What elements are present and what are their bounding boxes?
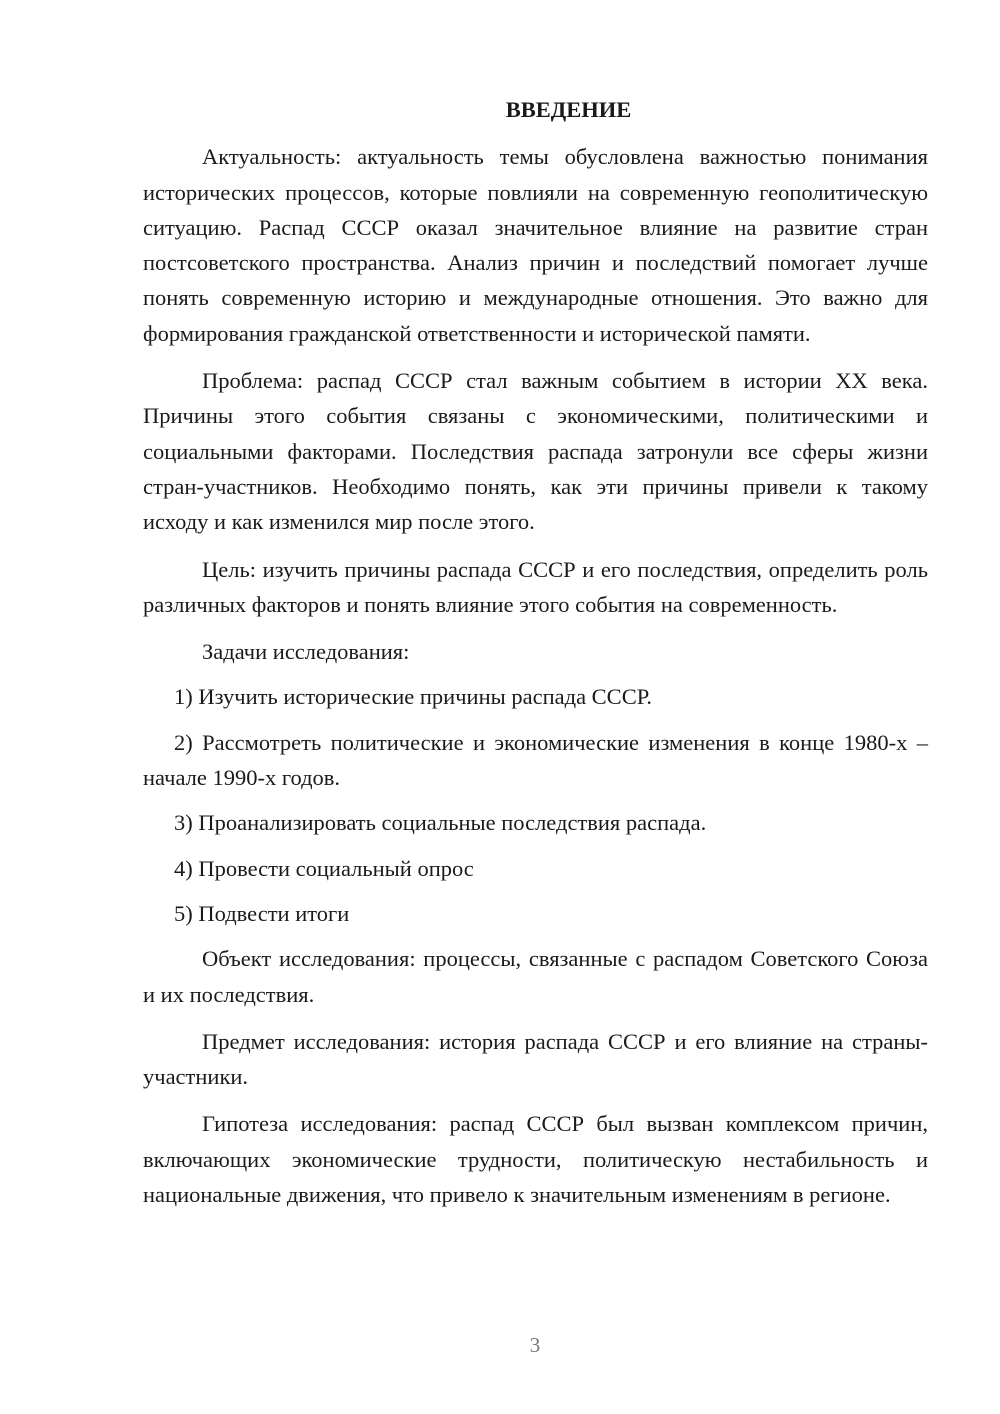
- relevance-paragraph: Актуальность: актуальность темы обусловлена важностью понимания исторических процессов, которые повлияли на современную геополитическую ситуацию. Распад СССР оказал значительное влияние на развитие стран постсоветского пространства. Анализ причин и последствий помогает лучше понять современную историю и международные отношения. Это важно для формирования гражданской ответственности и исторической памяти.: [143, 144, 928, 346]
- task-item-4: 4) Провести социальный опрос: [174, 855, 474, 881]
- hypothesis-paragraph: Гипотеза исследования: распад СССР был вызван комплексом причин, включающих экономические трудности, политическую нестабильность и национальные движения, что привело к значительным изменениям в регионе.: [143, 1111, 928, 1208]
- task-item-1: 1) Изучить исторические причины распада СССР.: [174, 684, 653, 710]
- goal-paragraph: Цель: изучить причины распада СССР и его последствия, определить роль различных факторов и понять влияние этого события на современность.: [143, 556, 928, 617]
- tasks-heading: Задачи исследования:: [202, 639, 410, 665]
- page-number: 3: [529, 1333, 541, 1357]
- task-item-5: 5) Подвести итоги: [174, 900, 350, 926]
- object-paragraph: Объект исследования: процессы, связанные с распадом Советского Союза и их последствия.: [143, 946, 928, 1007]
- task-item-2: 2) Рассмотреть политические и экономические изменения в конце 1980-х – начале 1990-х годов.: [143, 729, 928, 791]
- subject-paragraph: Предмет исследования: история распада СССР и его влияние на страны-участники.: [143, 1028, 928, 1090]
- problem-paragraph: Проблема: распад СССР стал важным событием в истории XX века. Причины этого события связаны с экономическими, политическими и социальными факторами. Последствия распада затронули все сферы жизни стран-участников. Необходимо понять, как эти причины привели к такому исходу и как изменился мир после этого.: [143, 368, 928, 535]
- page-title: ВВЕДЕНИЕ: [505, 97, 632, 122]
- task-item-3: 3) Проанализировать социальные последствия распада.: [174, 810, 707, 836]
- document-page: [143, 92, 928, 1224]
